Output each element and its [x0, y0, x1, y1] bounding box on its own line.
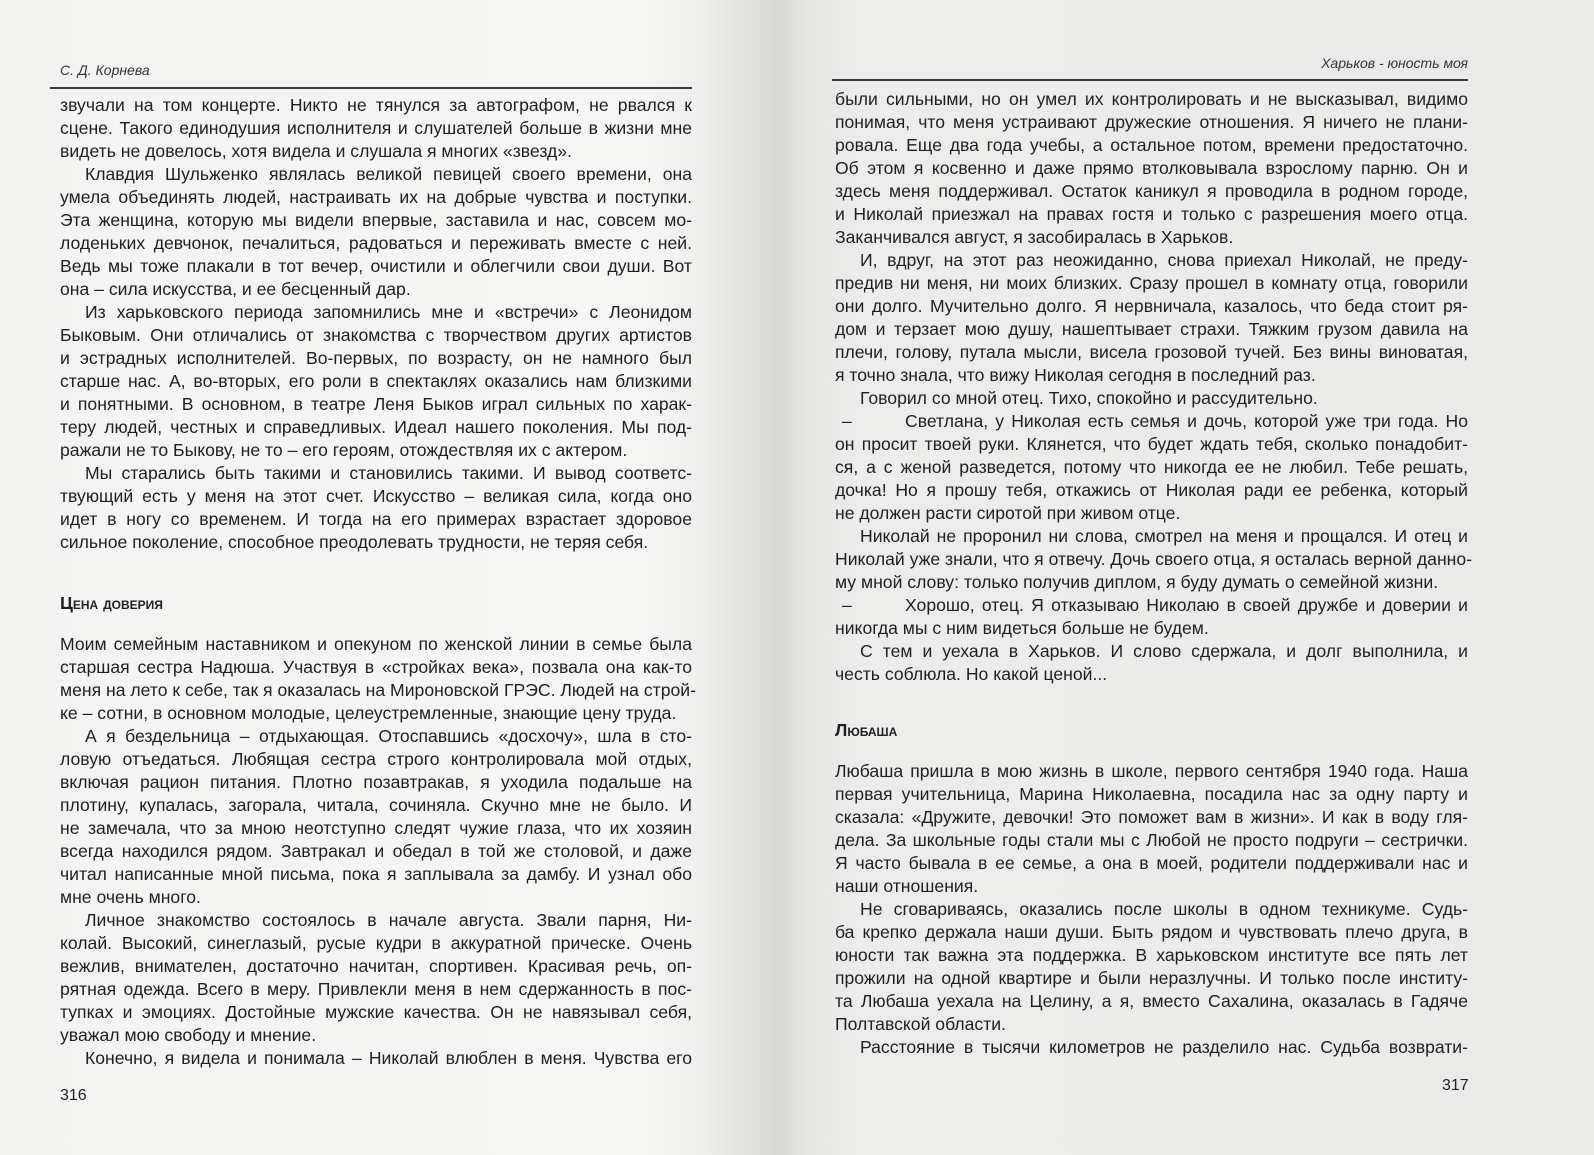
- left-page-number: 316: [60, 1087, 87, 1104]
- line-text: они долго. Мучительно долго. Я нервничала, казалось, что беда стоит ря-: [835, 296, 1468, 316]
- line-text: Я часто бывала в ее семье, а она в моей, родители поддерживали нас и: [835, 853, 1468, 873]
- text-line: [835, 921, 1468, 944]
- line-text: та Любаша уехала на Целину, а я, вместо Сахалина, оказалась в Гадяче: [835, 991, 1468, 1011]
- line-text: Эта женщина, которую мы видели впервые, заставила и нас, совсем мо-: [60, 210, 692, 230]
- line-text: здесь меня поддерживал. Остаток каникул я проводила в родном городе,: [835, 181, 1468, 201]
- section-heading: Любаша: [835, 720, 898, 740]
- text-line: [835, 364, 1468, 387]
- line-text: прожили на одной квартире и были неразлучны. И только после институ-: [835, 968, 1468, 988]
- line-text: включая рацион питания. Плотно позавтракав, я уходила подальше на: [60, 772, 692, 792]
- text-line: [60, 324, 692, 347]
- text-line: [835, 875, 1468, 898]
- paragraph: [60, 462, 692, 554]
- text-line: [835, 829, 1468, 852]
- left-running-head: С. Д. Корнева: [60, 62, 150, 78]
- line-text: он просит твоей руки. Клянется, что будет ждать тебя, сколько понадобит-: [835, 434, 1468, 454]
- text-line: [60, 508, 692, 531]
- text-line: [60, 656, 692, 679]
- paragraph: [835, 1036, 1468, 1059]
- text-line: [835, 571, 1468, 594]
- line-text: Расстояние в тысячи километров не разделило нас. Судьба возврати-: [860, 1037, 1468, 1057]
- line-text: му мной слову: только получив диплом, я буду думать о семейной жизни.: [835, 572, 1439, 592]
- text-line: [835, 783, 1468, 806]
- line-text: идет в ногу со временем. И тогда на его примерах взрастает здоровое: [60, 509, 692, 529]
- line-text: Не сговариваясь, оказались после школы в одном техникуме. Судь-: [860, 899, 1468, 919]
- right-page-number: 317: [1442, 1077, 1469, 1094]
- text-line: [60, 186, 692, 209]
- text-line: [60, 163, 692, 186]
- line-text: предив ни меня, ни моих близких. Сразу прошел в комнату отца, говорили: [835, 273, 1468, 293]
- line-text: умела объединять людей, настраивать их на добрые чувства и поступки.: [60, 187, 692, 207]
- text-line: [60, 633, 692, 656]
- line-text: сказала: «Дружите, девочки! Это поможет вам в жизни». И как в воду гля-: [835, 807, 1468, 827]
- line-text: дела. За школьные годы стали мы с Любой не просто подруги – сестрички.: [835, 830, 1468, 850]
- text-line: [835, 456, 1468, 479]
- line-text: Николай уже знали, что я отвечу. Дочь своего отца, я осталась верной данно-: [835, 549, 1473, 569]
- left-header-rule: [50, 87, 692, 89]
- dialogue-dash: –: [842, 411, 852, 431]
- line-text: Ведь мы тоже плакали в тот вечер, очистили и облегчили свои души. Вот: [60, 256, 692, 276]
- text-line: [60, 1047, 692, 1070]
- line-text: тупках и эмоциях. Достойные мужские качества. Он не навязывал себя,: [60, 1002, 692, 1022]
- paragraph: [835, 898, 1468, 1036]
- text-line: [60, 462, 692, 485]
- line-text: вежлив, внимателен, достаточно начитан, спортивен. Красивая речь, оп-: [60, 956, 692, 976]
- line-text: лоденьких девчонок, печалиться, радоваться и переживать вместе с ней.: [60, 233, 692, 253]
- line-text: Николай не проронил ни слова, смотрел на меня и прощался. И отец и: [860, 526, 1468, 546]
- text-line: [60, 1001, 692, 1024]
- left-page-body: [60, 94, 696, 1070]
- text-line: [60, 771, 692, 794]
- text-line: [60, 370, 692, 393]
- text-line: [60, 301, 692, 324]
- line-text: звучали на том концерте. Никто не тянулся за автографом, не рвался к: [60, 95, 692, 115]
- line-text: Хорошо, отец. Я отказываю Николаю в своей дружбе и доверии и: [905, 595, 1468, 615]
- line-text: А я бездельница – отдыхающая. Отоспавшись «досхочу», шла в сто-: [85, 726, 692, 746]
- line-text: Из харьковского периода запомнились мне и «встречи» с Леонидом: [85, 302, 692, 322]
- paragraph: [835, 640, 1468, 686]
- text-line: [60, 748, 692, 771]
- text-line: [835, 502, 1468, 525]
- text-line: [835, 410, 1468, 433]
- paragraph: [835, 525, 1473, 594]
- line-text: И, вдруг, на этот раз неожиданно, снова приехал Николай, не преду-: [860, 250, 1468, 270]
- line-text: меня на лето к себе, так я оказалась на Мироновской ГРЭС. Людей на строй-: [60, 680, 696, 700]
- text-line: [60, 117, 692, 140]
- line-text: и понятными. В основном, в театре Леня Быков играл сильных по харак-: [60, 394, 692, 414]
- text-line: [835, 640, 1468, 663]
- line-text: честь соблюла. Но какой ценой...: [835, 664, 1108, 684]
- text-line: [835, 387, 1468, 410]
- line-text: ке – сотни, в основном молодые, целеустремленные, знающие цену труда.: [60, 703, 677, 723]
- line-text: сильное поколение, способное преодолевать трудности, не теряя себя.: [60, 532, 649, 552]
- text-line: [835, 617, 1468, 640]
- text-line: [60, 909, 692, 932]
- line-text: Конечно, я видела и понимала – Николай влюблен в меня. Чувства его: [85, 1048, 692, 1068]
- text-line: [835, 479, 1468, 502]
- text-line: [835, 990, 1468, 1013]
- text-line: [60, 932, 692, 955]
- text-line: [60, 439, 692, 462]
- text-line: [835, 295, 1468, 318]
- line-text: Личное знакомство состоялось в начале августа. Звали парня, Ни-: [85, 910, 692, 930]
- line-text: старшая сестра Надюша. Участвуя в «стройках века», позвала она как-то: [60, 657, 692, 677]
- text-line: [60, 863, 692, 886]
- line-text: мне очень много.: [60, 887, 201, 907]
- text-line: [60, 485, 692, 508]
- text-line: [835, 249, 1468, 272]
- text-line: [835, 203, 1468, 226]
- paragraph: [835, 88, 1468, 249]
- text-line: [835, 898, 1468, 921]
- line-text: всегда находился рядом. Завтракал и обедал в той же столовой, и даже: [60, 841, 692, 861]
- line-text: Полтавской области.: [835, 1014, 1006, 1034]
- text-line: [60, 94, 692, 117]
- text-line: [60, 1024, 692, 1047]
- text-line: [60, 347, 692, 370]
- text-line: [835, 525, 1468, 548]
- line-text: ся, а с женой разведется, потому что никогда ее не любил. Тебе решать,: [835, 457, 1468, 477]
- paragraph: [60, 909, 692, 1047]
- text-line: [60, 209, 692, 232]
- paragraph: [835, 760, 1468, 898]
- paragraph: [60, 301, 692, 462]
- line-text: теру людей, честных и справедливых. Идеал нашего поколения. Мы под-: [60, 417, 692, 437]
- line-text: были сильными, но он умел их контролировать и не высказывал, видимо: [835, 89, 1468, 109]
- line-text: уважал мою свободу и мнение.: [60, 1025, 317, 1045]
- paragraph: [60, 1047, 692, 1070]
- text-line: [835, 88, 1468, 111]
- text-line: [60, 679, 696, 702]
- line-text: Моим семейным наставником и опекуном по женской линии в семье была: [60, 634, 692, 654]
- paragraph: [60, 163, 692, 301]
- text-line: [835, 157, 1468, 180]
- text-line: [60, 416, 692, 439]
- line-text: Светлана, у Николая есть семья и дочь, которой уже три года. Но: [905, 411, 1468, 431]
- line-text: первая учительница, Марина Николаевна, посадила нас за одну парту и: [835, 784, 1468, 804]
- text-line: [60, 725, 692, 748]
- text-line: [835, 272, 1468, 295]
- text-line: [835, 594, 1468, 617]
- line-text: ба крепко держала наши души. Быть рядом и чувствовать плечо друга, в: [835, 922, 1468, 942]
- line-text: Клавдия Шульженко являлась великой певицей своего времени, она: [85, 164, 692, 184]
- paragraph: [835, 249, 1468, 387]
- right-page-body: [835, 88, 1473, 1059]
- text-line: [60, 840, 692, 863]
- line-text: и эстрадных исполнителей. Во-первых, по возрасту, он не намного был: [60, 348, 692, 368]
- line-text: твующий есть у меня на этот счет. Искусство – великая сила, когда оно: [60, 486, 692, 506]
- line-text: видеть не довелось, хотя видела и слушала я многих «звезд».: [60, 141, 572, 161]
- line-text: сцене. Такого единодушия исполнителя и слушателей больше в жизни мне: [60, 118, 692, 138]
- text-line: [835, 967, 1468, 990]
- line-text: ловую отъедаться. Любящая сестра строго контролировала мой отдых,: [60, 749, 692, 769]
- text-line: [60, 794, 692, 817]
- line-text: никогда мы с ним видеться больше не будем.: [835, 618, 1209, 638]
- text-line: [60, 531, 692, 554]
- line-text: дочка! Но я прошу тебя, откажись от Николая ради ее ребенка, который: [835, 480, 1468, 500]
- text-line: [835, 180, 1468, 203]
- section-heading: Цена доверия: [60, 593, 163, 613]
- line-text: дом и терзает мою душу, нашептывает страхи. Тяжким грузом давила на: [835, 319, 1468, 339]
- line-text: С тем и уехала в Харьков. И слово сдержала, и долг выполнила, и: [860, 641, 1468, 661]
- right-running-head: Харьков - юность моя: [1321, 55, 1468, 71]
- text-line: [60, 232, 692, 255]
- text-line: [835, 663, 1468, 686]
- text-line: [835, 1013, 1468, 1036]
- line-text: ровала. Еще два года учебы, а остальное потом, времени предостаточно.: [835, 135, 1468, 155]
- paragraph: [60, 633, 696, 725]
- line-text: наши отношения.: [835, 876, 979, 896]
- line-text: Говорил со мной отец. Тихо, спокойно и рассудительно.: [860, 388, 1318, 408]
- line-text: и Николай приезжал на правах гостя и только с разрешения моего отца.: [835, 204, 1468, 224]
- text-line: [60, 978, 692, 1001]
- line-text: понимая, что меня устраивают дружеские отношения. Я ничего не плани-: [835, 112, 1468, 132]
- paragraph: [835, 594, 1468, 640]
- line-text: Заканчивался август, я засобиралась в Харьков.: [835, 227, 1234, 247]
- line-text: Быковым. Они отличались от знакомства с творчеством других артистов: [60, 325, 692, 345]
- text-line: [835, 318, 1468, 341]
- line-text: колай. Высокий, синеглазый, русые кудри в аккуратной прическе. Очень: [60, 933, 692, 953]
- text-line: [60, 278, 692, 301]
- text-line: [835, 341, 1468, 364]
- text-line: [60, 393, 692, 416]
- text-line: [835, 852, 1468, 875]
- line-text: плечи, голову, путала мысли, висела грозовой тучей. Без вины виноватая,: [835, 342, 1468, 362]
- line-text: я точно знала, что вижу Николая сегодня в последний раз.: [835, 365, 1316, 385]
- text-line: [835, 226, 1468, 249]
- right-header-rule: [832, 79, 1468, 81]
- text-line: [835, 806, 1468, 829]
- line-text: ражали не то Быкову, не то – его героям, отождествляя их с актером.: [60, 440, 628, 460]
- line-text: Об этом я косвенно и даже прямо втолковывала взрослому парню. Он и: [835, 158, 1468, 178]
- text-line: [60, 817, 692, 840]
- text-line: [60, 140, 692, 163]
- paragraph: [60, 725, 692, 909]
- line-text: не замечала, что за мною неотступно следят чужие глаза, что их хозяин: [60, 818, 692, 838]
- text-line: [835, 944, 1468, 967]
- line-text: она – сила искусства, и ее бесценный дар.: [60, 279, 411, 299]
- text-line: [60, 702, 692, 725]
- line-text: старше нас. А, во-вторых, его роли в спектаклях оказались нам близкими: [60, 371, 692, 391]
- line-text: Мы старались быть такими и становились такими. И вывод соответс-: [85, 463, 692, 483]
- text-line: [835, 111, 1468, 134]
- text-line: [60, 955, 692, 978]
- text-line: [835, 1036, 1468, 1059]
- text-line: [835, 760, 1468, 783]
- line-text: рятная одежда. Всего в меру. Привлекли меня в нем сдержанность в пос-: [60, 979, 692, 999]
- paragraph: [835, 387, 1468, 410]
- text-line: [835, 433, 1468, 456]
- dialogue-dash: –: [842, 595, 852, 615]
- line-text: юности так важна эта поддержка. В харьковском институте все пять лет: [835, 945, 1468, 965]
- line-text: читал написанные мной письма, пока я заплывала за дамбу. И узнал обо: [60, 864, 692, 884]
- line-text: плотину, купалась, загорала, читала, сочиняла. Скучно мне не было. И: [60, 795, 692, 815]
- line-text: Любаша пришла в мою жизнь в школе, первого сентября 1940 года. Наша: [835, 761, 1468, 781]
- text-line: [60, 886, 692, 909]
- text-line: [835, 548, 1473, 571]
- text-line: [60, 255, 692, 278]
- line-text: не должен расти сиротой при живом отце.: [835, 503, 1181, 523]
- text-line: [835, 134, 1468, 157]
- paragraph: [835, 410, 1468, 525]
- paragraph: [60, 94, 692, 163]
